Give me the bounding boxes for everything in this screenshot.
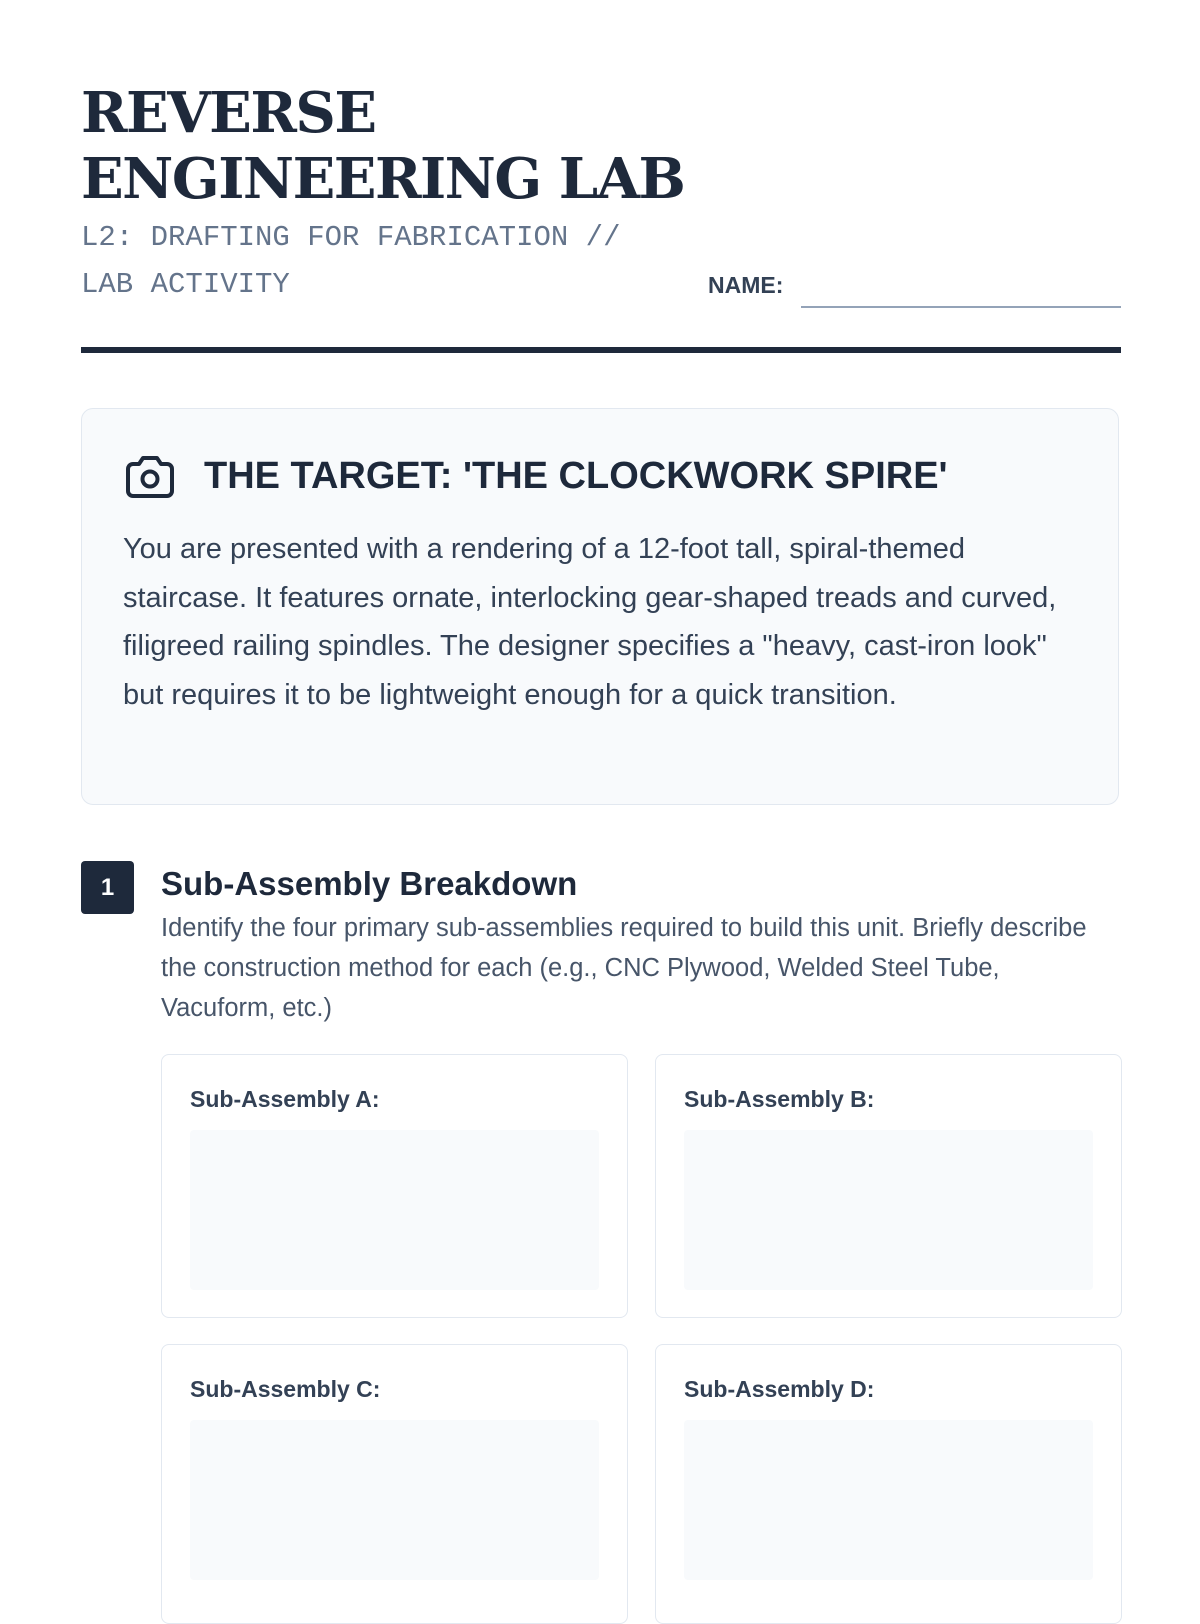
section-title: Sub-Assembly Breakdown [161,865,578,902]
sub-assembly-answer-b[interactable] [684,1130,1093,1290]
title-line-1: REVERSE [81,80,376,146]
sub-assembly-label-c: Sub-Assembly C: [190,1376,381,1402]
sub-assembly-card-a [161,1054,628,1318]
page-title [81,80,701,212]
target-panel [81,408,1119,805]
worksheet-page [81,0,1121,1402]
target-description: You are presented with a rendering of a 12-foot tall, spiral-themed staircase. It features ornate, interlocking gear-shaped treads and curved, filigreed railing spindles. The designer specifies a "heavy, cast-iron look" but requires it to be lightweight enough for a quick transition. [123,533,1057,711]
sub-assembly-answer-c[interactable] [190,1420,599,1580]
worksheet-header [81,0,1121,356]
sub-assembly-card-b [655,1054,1122,1318]
sub-assembly-card-d [655,1344,1122,1624]
sub-assembly-label-b: Sub-Assembly B: [684,1086,875,1112]
section-description: Identify the four primary sub-assemblies required to build this unit. Briefly describe the construction method for each (e.g., CNC Plywood, Welded Steel Tube, Vacuform, etc.) [161,914,1087,1022]
title-line-2: ENGINEERING LAB [81,146,685,212]
target-title: THE TARGET: 'THE CLOCKWORK SPIRE' [204,455,948,497]
subtitle-line-2: LAB ACTIVITY [81,268,290,301]
subtitle-line-1: L2: DRAFTING FOR FABRICATION // [81,221,621,254]
sub-assembly-card-c [161,1344,628,1624]
sub-assembly-answer-a[interactable] [190,1130,599,1290]
sub-assembly-answer-d[interactable] [684,1420,1093,1580]
name-label: NAME: [708,272,784,298]
name-field[interactable] [801,284,1121,308]
sub-assembly-label-a: Sub-Assembly A: [190,1086,380,1112]
page-subtitle [81,214,681,308]
sub-assembly-label-d: Sub-Assembly D: [684,1376,875,1402]
step-number-badge: 1 [81,861,134,914]
camera-icon [124,455,176,499]
header-divider [81,347,1121,353]
